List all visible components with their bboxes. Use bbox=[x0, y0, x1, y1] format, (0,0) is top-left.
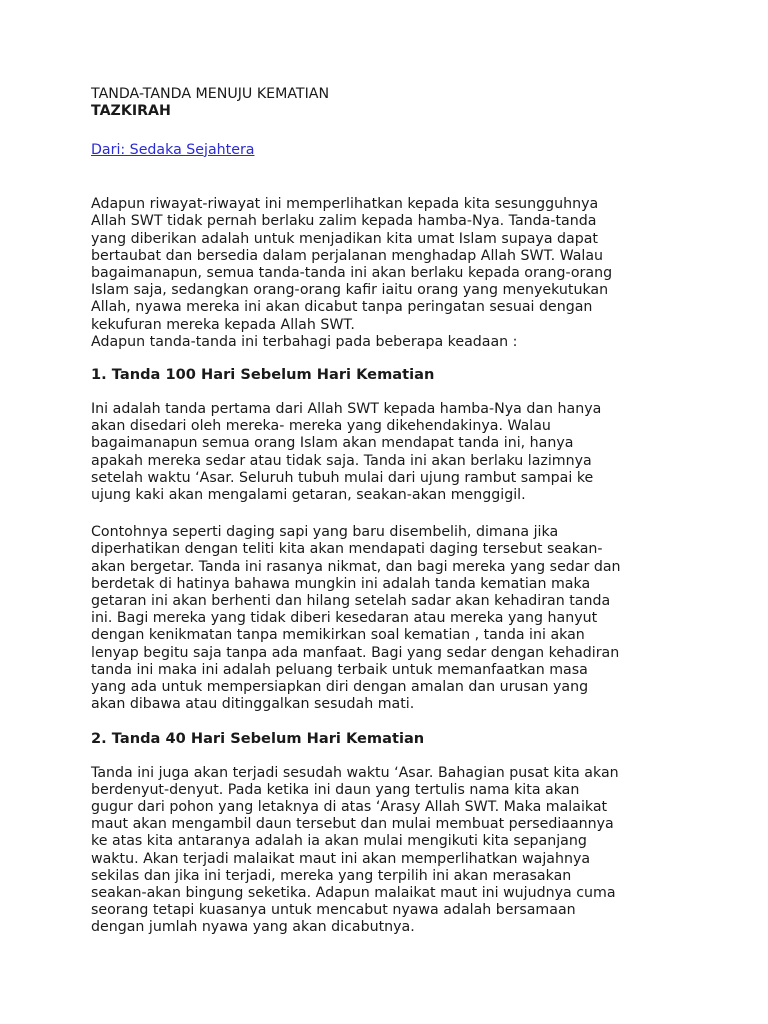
text-line: Tanda ini juga akan terjadi sesudah waktu ‘Asar. Bahagian pusat kita akan bbox=[91, 764, 619, 781]
text-line: apakah mereka sedar atau tidak saja. Tanda ini akan berlaku lazimnya bbox=[91, 452, 592, 469]
text-line: gugur dari pohon yang letaknya di atas ‘Arasy Allah SWT. Maka malaikat bbox=[91, 798, 608, 815]
document-page bbox=[91, 86, 691, 937]
text-line: kekufuran mereka kepada Allah SWT. bbox=[91, 316, 355, 333]
text-line: ujung kaki akan mengalami getaran, seakan-akan menggigil. bbox=[91, 487, 526, 504]
intro-paragraph bbox=[91, 196, 691, 351]
text-line: dengan jumlah nyawa yang akan dicabutnya. bbox=[91, 919, 415, 936]
text-line: Allah, nyawa mereka ini akan dicabut tanpa peringatan sesuai dengan bbox=[91, 299, 593, 316]
text-line: Allah SWT tidak pernah berlaku zalim kepada hamba-Nya. Tanda-tanda bbox=[91, 213, 597, 230]
source-link[interactable]: Dari: Sedaka Sejahtera bbox=[91, 141, 255, 158]
text-line: berdetak di hatinya bahawa mungkin ini adalah tanda kematian maka bbox=[91, 575, 591, 592]
text-line: maut akan mengambil daun tersebut dan mulai membuat persediaannya bbox=[91, 816, 614, 833]
section-2-paragraph-1 bbox=[91, 765, 691, 937]
text-line: yang ada untuk mempersiapkan diri dengan amalan dan urusan yang bbox=[91, 679, 589, 696]
text-line: bagaimanapun, semua tanda-tanda ini akan berlaku kepada orang-orang bbox=[91, 265, 613, 282]
text-line: tanda ini maka ini adalah peluang terbaik untuk memanfaatkan masa bbox=[91, 661, 588, 678]
section-1-paragraph-1 bbox=[91, 401, 691, 504]
text-line: akan dibawa atau ditinggalkan sesudah mati. bbox=[91, 696, 415, 713]
text-line: diperhatikan dengan teliti kita akan mendapati daging tersebut seakan- bbox=[91, 541, 603, 558]
text-line: waktu. Akan terjadi malaikat maut ini akan memperlihatkan wajahnya bbox=[91, 850, 591, 867]
text-line: Adapun tanda-tanda ini terbahagi pada beberapa keadaan : bbox=[91, 333, 518, 350]
text-line: ini. Bagi mereka yang tidak diberi kesedaran atau mereka yang hanyut bbox=[91, 610, 598, 627]
text-line: seakan-akan bingung seketika. Adapun malaikat maut ini wujudnya cuma bbox=[91, 884, 616, 901]
text-line: Contohnya seperti daging sapi yang baru disembelih, dimana jika bbox=[91, 524, 559, 541]
text-line: akan disedari oleh mereka- mereka yang dikehendakinya. Walau bbox=[91, 418, 551, 435]
text-line: setelah waktu ‘Asar. Seluruh tubuh mulai dari ujung rambut sampai ke bbox=[91, 469, 594, 486]
text-line: getaran ini akan berhenti dan hilang setelah sadar akan kehadiran tanda bbox=[91, 593, 611, 610]
text-line: Ini adalah tanda pertama dari Allah SWT kepada hamba-Nya dan hanya bbox=[91, 401, 602, 418]
section-1-heading: 1. Tanda 100 Hari Sebelum Hari Kematian bbox=[91, 366, 435, 384]
text-line: lenyap begitu saja tanpa ada manfaat. Bagi yang sedar dengan kehadiran bbox=[91, 644, 620, 661]
section-2-heading: 2. Tanda 40 Hari Sebelum Hari Kematian bbox=[91, 729, 425, 747]
text-line: seorang tetapi kuasanya untuk mencabut nyawa adalah bersamaan bbox=[91, 902, 576, 919]
section-1-paragraph-2 bbox=[91, 524, 691, 713]
document-title: TANDA-TANDA MENUJU KEMATIAN bbox=[91, 86, 330, 102]
text-line: bagaimanapun semua orang Islam akan mendapat tanda ini, hanya bbox=[91, 435, 574, 452]
text-line: akan bergetar. Tanda ini rasanya nikmat, dan bagi mereka yang sedar dan bbox=[91, 558, 621, 575]
text-line: Islam saja, sedangkan orang-orang kafir iaitu orang yang menyekutukan bbox=[91, 282, 609, 299]
document-subtitle: TAZKIRAH bbox=[91, 103, 171, 120]
text-line: berdenyut-denyut. Pada ketika ini daun yang tertulis nama kita akan bbox=[91, 781, 580, 798]
text-line: dengan kenikmatan tanpa memikirkan soal kematian , tanda ini akan bbox=[91, 627, 585, 644]
text-line: bertaubat dan bersedia dalam perjalanan menghadap Allah SWT. Walau bbox=[91, 247, 604, 264]
text-line: yang diberikan adalah untuk menjadikan kita umat Islam supaya dapat bbox=[91, 230, 598, 247]
text-line: sekilas dan jika ini terjadi, mereka yang terpilih ini akan merasakan bbox=[91, 867, 572, 884]
text-line: Adapun riwayat-riwayat ini memperlihatkan kepada kita sesungguhnya bbox=[91, 196, 599, 213]
text-line: ke atas kita antaranya adalah ia akan mulai mengikuti kita sepanjang bbox=[91, 833, 587, 850]
